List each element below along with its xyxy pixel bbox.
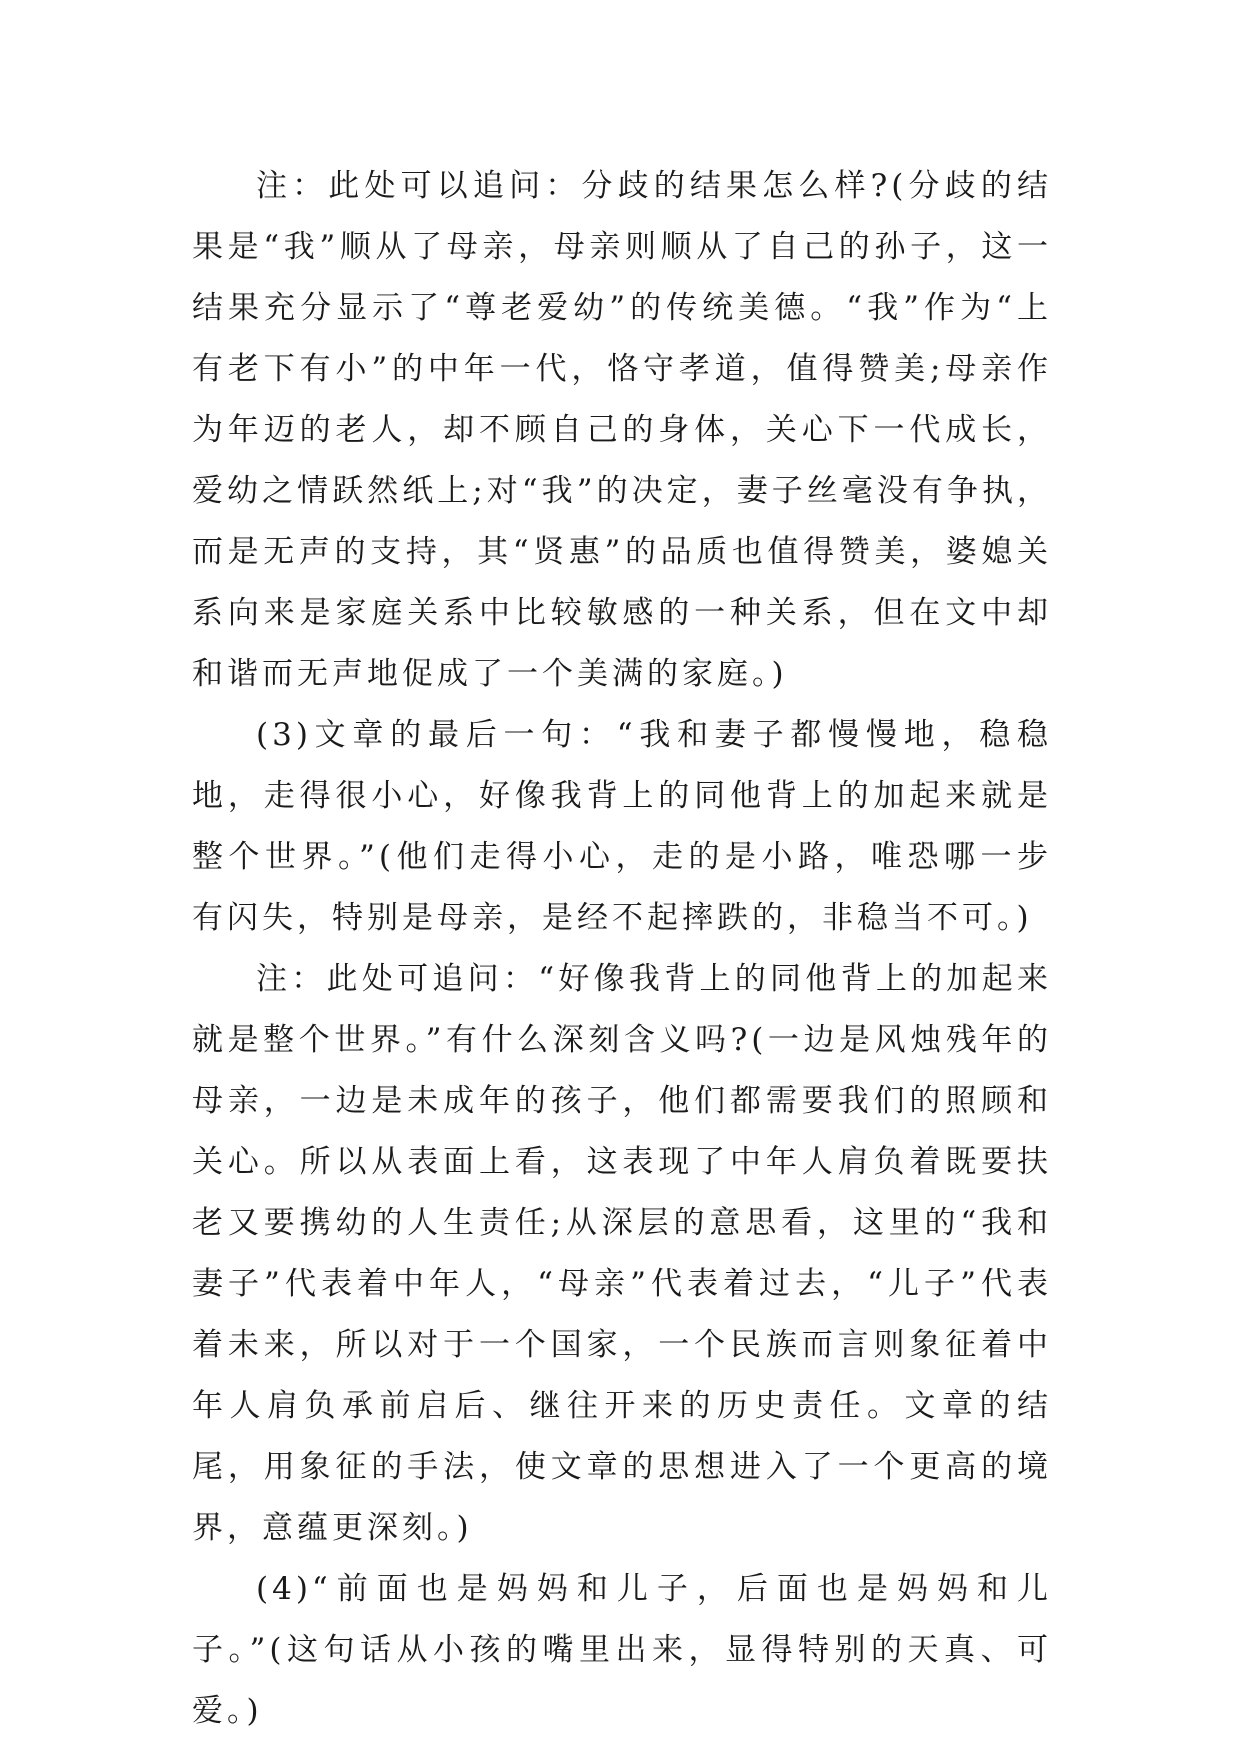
paragraph-note-divergence: 注：此处可以追问：分歧的结果怎么样?(分歧的结果是“我”顺从了母亲，母亲则顺从了自己的孙子，这一结果充分显示了“尊老爱幼”的传统美德。“我”作为“上有老下有小”的中年一代，恪守孝道，值得赞美;母亲作为年迈的老人，却不顾自己的身体，关心下一代成长，爱幼之情跃然纸上;对“我”的决定，妻子丝毫没有争执，而是无声的支持，其“贤惠”的品质也值得赞美，婆媳关系向来是家庭关系中比较敏感的一种关系，但在文中却和谐而无声地促成了一个美满的家庭。)	[192, 168, 1052, 692]
document-body	[192, 156, 1052, 1742]
paragraph-item-3: (3)文章的最后一句：“我和妻子都慢慢地，稳稳地，走得很小心，好像我背上的同他背上的加起来就是整个世界。”(他们走得小心，走的是小路，唯恐哪一步有闪失，特别是母亲，是经不起摔跌的，非稳当不可。)	[192, 717, 1052, 936]
paragraph-note-world: 注：此处可追问：“好像我背上的同他背上的加起来就是整个世界。”有什么深刻含义吗?(一边是风烛残年的母亲，一边是未成年的孩子，他们都需要我们的照顾和关心。所以从表面上看，这表现了中年人肩负着既要扶老又要携幼的人生责任;从深层的意思看，这里的“我和妻子”代表着中年人，“母亲”代表着过去，“儿子”代表着未来，所以对于一个国家，一个民族而言则象征着中年人肩负承前启后、继往开来的历史责任。文章的结尾，用象征的手法，使文章的思想进入了一个更高的境界，意蕴更深刻。)	[192, 961, 1052, 1546]
paragraph-item-4: (4)“前面也是妈妈和儿子，后面也是妈妈和儿子。”(这句话从小孩的嘴里出来，显得特别的天真、可爱。)	[192, 1571, 1052, 1729]
